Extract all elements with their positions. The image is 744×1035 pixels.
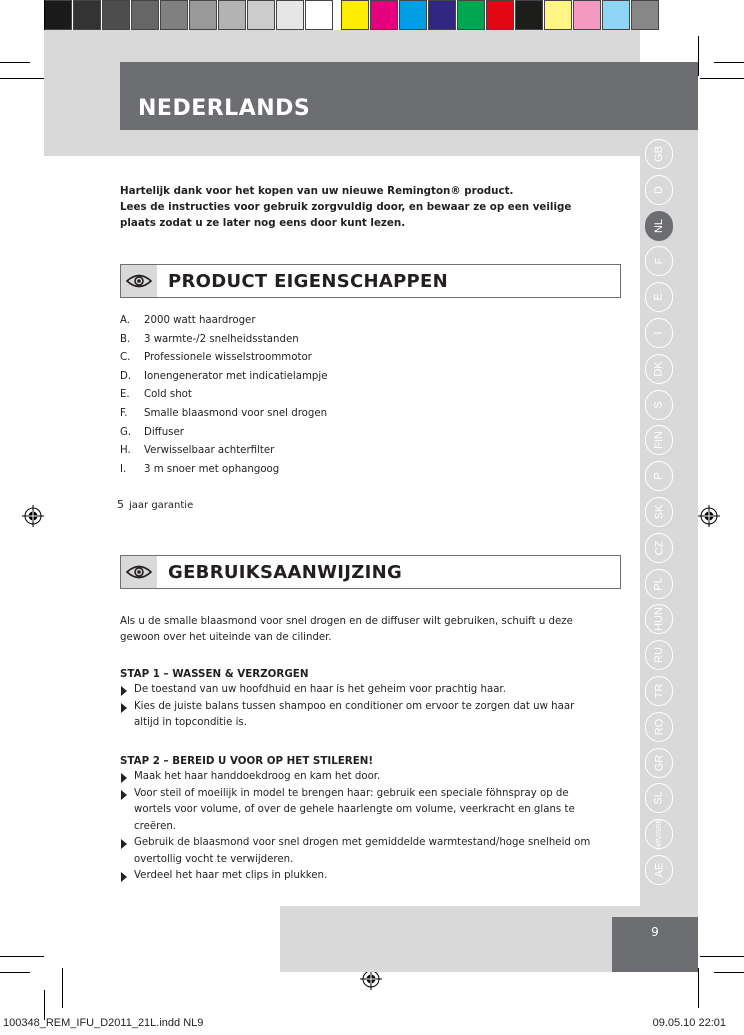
language-tab-s[interactable]: [645, 390, 673, 420]
bullet-arrow-icon: [121, 790, 127, 800]
usage-intro: Als u de smalle blaasmond voor snel drogen en de diffuser wilt gebruiken, schuift u deze gewoon over het uiteinde van de cilinder.: [120, 616, 573, 643]
bullet-item: [120, 769, 600, 786]
feature-letter: F.: [120, 407, 128, 419]
feature-item: [120, 386, 600, 405]
language-tab-label: E: [653, 293, 665, 301]
bullet-item: [120, 786, 600, 836]
language-tab-label: P: [653, 472, 665, 480]
language-tab-fin[interactable]: [645, 425, 673, 455]
feature-letter: C.: [120, 352, 131, 364]
header-banner: [120, 62, 698, 130]
bullet-item: [120, 835, 600, 868]
color-swatch: [428, 0, 456, 30]
crop-mark: [700, 956, 744, 957]
language-tab-label: F: [652, 258, 665, 265]
color-swatch: [602, 0, 630, 30]
eye-icon: [126, 273, 152, 289]
color-swatch: [515, 0, 543, 30]
section-icon-box: [121, 265, 157, 297]
bullet-text: Verdeel het haar met clips in plukken.: [134, 870, 328, 881]
color-calibration-bar: [44, 0, 660, 30]
language-tab-sk[interactable]: [645, 497, 673, 527]
gray-swatch: [218, 0, 246, 30]
feature-item: [120, 424, 600, 443]
bullet-arrow-icon: [121, 686, 127, 696]
feature-item: [120, 461, 600, 480]
page-number-box: [612, 917, 698, 972]
feature-item: [120, 442, 600, 461]
step1-bullets: [120, 682, 600, 732]
crop-mark: [714, 972, 744, 973]
section-header-features: [120, 264, 621, 298]
crop-mark: [44, 0, 45, 30]
color-swatch: [457, 0, 485, 30]
intro-text: [120, 183, 600, 231]
color-swatch: [573, 0, 601, 30]
guarantee-text: jaar garantie: [129, 500, 194, 511]
language-tab-label: CZ: [652, 540, 665, 556]
color-swatch: [370, 0, 398, 30]
language-tab-label: RU: [652, 647, 665, 664]
gray-swatch: [276, 0, 304, 30]
language-tab-label: S: [653, 400, 665, 409]
crop-mark: [44, 990, 45, 1020]
crop-mark: [700, 78, 744, 79]
footer-background: [280, 906, 640, 972]
bullet-arrow-icon: [121, 872, 127, 882]
color-swatch: [631, 0, 659, 30]
language-tab-e[interactable]: [645, 282, 673, 312]
language-tab-label: AE: [653, 862, 665, 878]
feature-letter: B.: [120, 333, 131, 345]
bullet-arrow-icon: [121, 703, 127, 713]
color-swatch: [486, 0, 514, 30]
bullet-text: Kies de juiste balans tussen shampoo en conditioner om ervoor te zorgen dat uw haar altijd in topconditie is.: [134, 700, 575, 728]
bullet-text: De toestand van uw hoofdhuid en haar is het geheim voor prachtig haar.: [134, 684, 506, 695]
language-tab-pl[interactable]: [645, 569, 673, 599]
language-tab-ru[interactable]: [645, 640, 673, 670]
feature-text: Verwisselbaar achterfilter: [144, 445, 275, 457]
language-tab-label: GB: [653, 146, 665, 162]
gray-swatch: [305, 0, 333, 30]
registration-mark-icon: [698, 505, 720, 527]
feature-item: [120, 349, 600, 368]
feature-item: [120, 331, 600, 350]
crop-mark: [714, 62, 744, 63]
feature-text: Diffuser: [144, 426, 184, 438]
language-tab-sl[interactable]: [645, 783, 673, 813]
gray-swatch: [131, 0, 159, 30]
intro-line-1: Hartelijk dank voor het kopen van uw nieuwe Remington® product.: [120, 185, 514, 197]
gray-swatch: [247, 0, 275, 30]
step2-bullets: [120, 769, 600, 885]
feature-letter: A.: [120, 315, 131, 326]
intro-line-2: Lees de instructies voor gebruik zorgvuldig door, en bewaar ze op een veilige plaats zodat u ze later nog eens door kunt lezen.: [120, 201, 572, 229]
feature-item: [120, 368, 600, 387]
bullet-text: Gebruik de blaasmond voor snel drogen met gemiddelde warmtestand/hoge snelheid om overtollig vocht te verwijderen.: [134, 837, 591, 865]
registration-mark-icon: [22, 505, 44, 527]
color-swatch: [544, 0, 572, 30]
feature-text: Smalle blaasmond voor snel drogen: [144, 407, 328, 419]
feature-text: 3 m snoer met ophangoog: [144, 463, 280, 475]
language-tab-label: D: [652, 185, 665, 194]
language-tab-ae[interactable]: [645, 855, 673, 885]
section-title-features: PRODUCT EIGENSCHAPPEN: [168, 271, 449, 292]
feature-item: [120, 312, 600, 331]
gray-swatch: [189, 0, 217, 30]
language-tab-dk[interactable]: [645, 354, 673, 384]
language-tab-label: DK: [653, 361, 665, 377]
language-tab-hun[interactable]: [645, 604, 673, 634]
crop-mark: [698, 36, 699, 76]
section-header-usage: [120, 555, 621, 589]
language-tab-cz[interactable]: [645, 533, 673, 563]
page-number: 9: [651, 925, 659, 939]
file-info: 100348_REM_IFU_D2011_21L.indd NL9: [3, 1017, 204, 1029]
gray-swatch: [160, 0, 188, 30]
language-tab-label: TR: [652, 683, 665, 699]
bullet-item: [120, 699, 600, 732]
page-title: NEDERLANDS: [138, 96, 311, 121]
language-tab-label: HRV/SRB: [655, 818, 663, 850]
language-tab-label: GR: [653, 754, 665, 771]
language-tab-hrv-srb[interactable]: [645, 819, 673, 849]
feature-text: Ionengenerator met indicatielampje: [144, 370, 328, 382]
crop-mark: [0, 956, 44, 957]
bullet-item: [120, 868, 600, 885]
crop-mark: [62, 968, 63, 1008]
language-tab-label: SK: [653, 504, 665, 520]
crop-mark: [0, 62, 30, 63]
bullet-text: Voor steil of moeilijk in model te brengen haar: gebruik een speciale föhnspray op de wortels voor volume, of over de gehele haarlengte om volume, veerkracht en glans te creëren.: [134, 787, 575, 832]
gray-swatch: [73, 0, 101, 30]
language-tab-ro[interactable]: [645, 712, 673, 742]
print-timestamp: 09.05.10 22:01: [652, 1017, 726, 1029]
feature-list: [120, 312, 600, 479]
language-tab-label: RO: [653, 718, 665, 736]
bullet-item: [120, 682, 600, 699]
language-tab-label: PL: [653, 576, 665, 591]
feature-text: Professionele wisselstroommotor: [144, 352, 312, 364]
language-tab-p[interactable]: [645, 461, 673, 491]
guarantee-line: [117, 498, 193, 511]
language-tab-nl[interactable]: [645, 211, 673, 241]
guarantee-number: 5: [117, 498, 124, 511]
feature-letter: H.: [120, 445, 131, 457]
bullet-arrow-icon: [121, 773, 127, 783]
step1-title: STAP 1 – WASSEN & VERZORGEN: [120, 668, 309, 680]
language-tab-label: SL: [653, 791, 665, 806]
feature-text: Cold shot: [144, 389, 192, 401]
step2-title: STAP 2 – BEREID U VOOR OP HET STILEREN!: [120, 755, 374, 767]
crop-mark: [0, 972, 30, 973]
language-tab-label: FIN: [652, 431, 665, 450]
color-swatch: [399, 0, 427, 30]
gray-swatch: [44, 0, 72, 30]
gray-swatch: [102, 0, 130, 30]
feature-letter: E.: [120, 389, 130, 401]
feature-text: 2000 watt haardroger: [144, 315, 256, 326]
eye-icon: [126, 564, 152, 580]
language-tab-f[interactable]: [645, 246, 673, 276]
language-tab-label: NL: [653, 218, 665, 233]
crop-mark: [698, 968, 699, 1008]
language-tab-gb[interactable]: [645, 139, 673, 169]
feature-letter: G.: [120, 426, 132, 438]
language-tab-label: I: [653, 331, 665, 335]
feature-text: 3 warmte-/2 snelheidsstanden: [144, 333, 299, 345]
language-tab-d[interactable]: [645, 175, 673, 205]
feature-letter: I.: [120, 463, 127, 475]
language-tab-gr[interactable]: [645, 748, 673, 778]
section-title-usage: GEBRUIKSAANWIJZING: [168, 562, 403, 583]
bullet-text: Maak het haar handdoekdroog en kam het door.: [134, 771, 381, 782]
feature-letter: D.: [120, 370, 132, 382]
color-swatch: [341, 0, 369, 30]
feature-item: [120, 405, 600, 424]
bullet-arrow-icon: [121, 839, 127, 849]
crop-mark: [0, 78, 44, 79]
language-tab-i[interactable]: [645, 318, 673, 348]
language-tab-label: HUN: [653, 607, 665, 632]
section-icon-box: [121, 556, 157, 588]
language-tab-tr[interactable]: [645, 676, 673, 706]
